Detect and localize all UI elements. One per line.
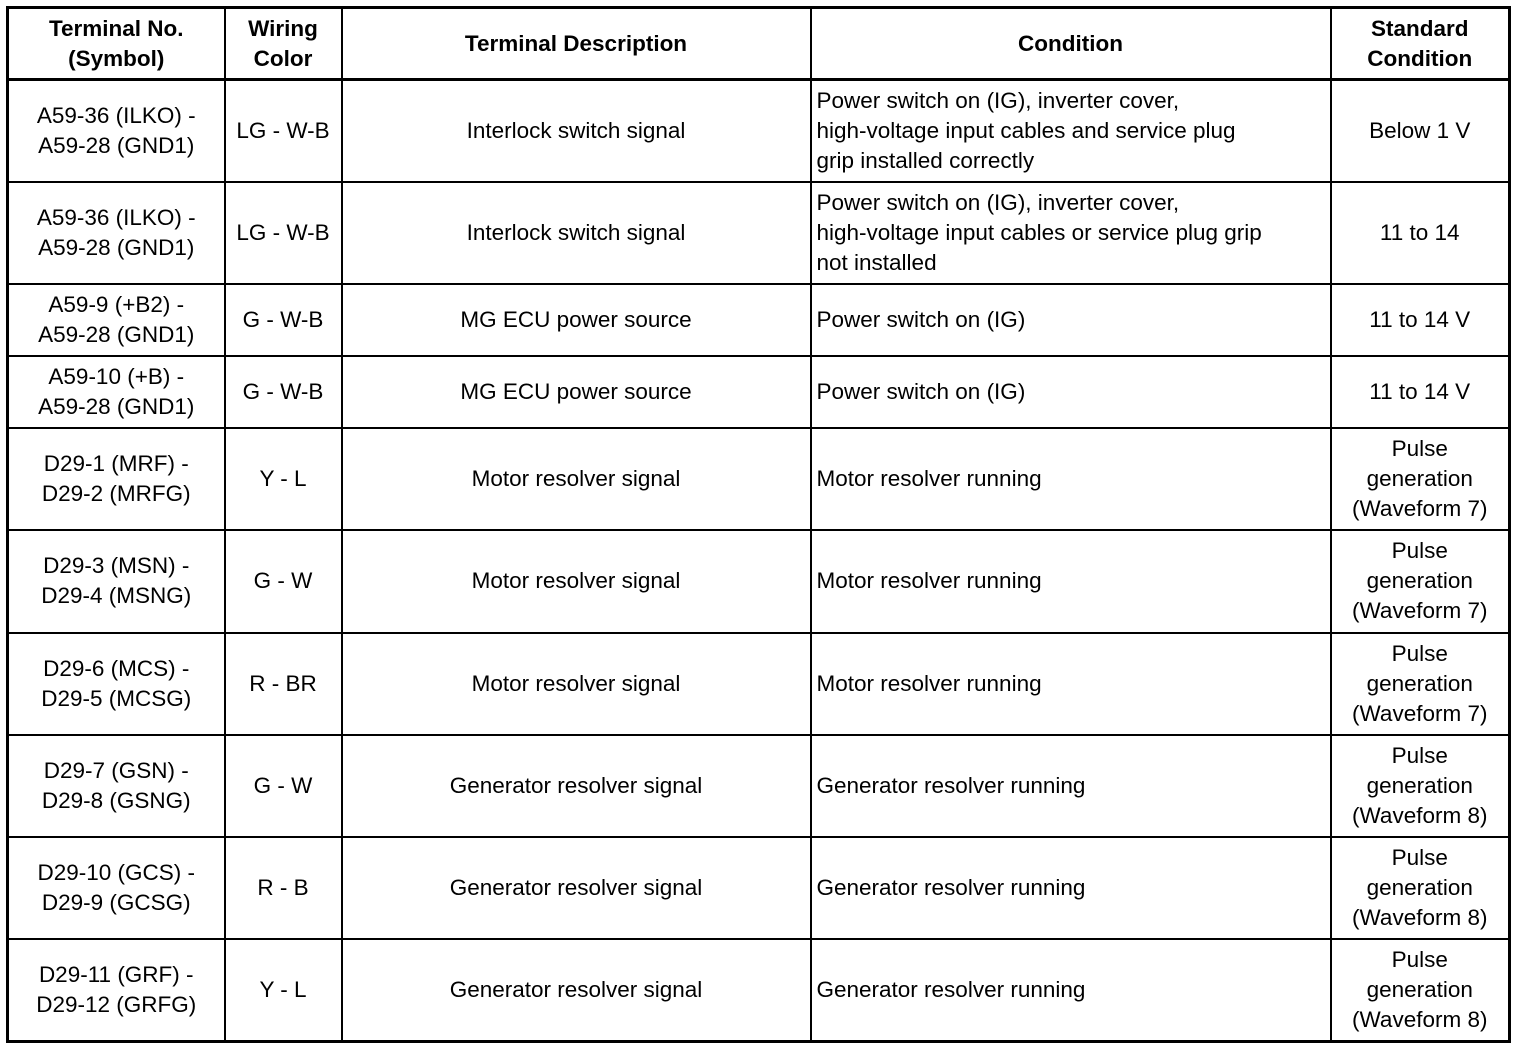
description-cell: MG ECU power source [342,284,811,356]
terminal-line: A59-28 (GND1) [38,132,195,158]
description-cell: Generator resolver signal [342,837,811,939]
standard-line: (Waveform 7) [1352,700,1488,726]
header-description: Terminal Description [342,8,811,80]
table-row [8,80,1510,182]
terminal-line: D29-6 (MCS) - [43,655,190,681]
standard-line: Pulse [1391,436,1448,462]
condition-cell [811,356,1331,428]
terminal-cell [8,182,225,284]
table-row [8,735,1510,837]
standard-line: Pulse [1391,947,1448,973]
wiring-color-cell: R - BR [225,633,342,735]
header-wiring [225,8,342,80]
terminal-line: A59-36 (ILKO) - [36,102,196,128]
table-row [8,428,1510,530]
standard-condition-cell [1331,837,1510,939]
standard-line: Pulse [1391,538,1448,564]
terminal-cell [8,837,225,939]
header-standard-line: Condition [1367,45,1473,71]
terminal-line: D29-9 (GCSG) [41,890,191,916]
standard-line: Pulse [1391,845,1448,871]
condition-line: Motor resolver running [816,670,1042,696]
description-cell: Interlock switch signal [342,80,811,182]
condition-line: grip installed correctly [816,147,1035,173]
standard-line: 11 to 14 [1379,219,1460,245]
condition-cell [811,530,1331,632]
terminal-cell [8,735,225,837]
standard-line: (Waveform 8) [1352,1007,1488,1033]
terminal-cell [8,939,225,1041]
condition-line: Power switch on (IG) [816,379,1026,405]
terminal-cell [8,530,225,632]
wiring-color-cell: G - W [225,530,342,632]
terminal-line: D29-3 (MSN) - [43,553,190,579]
standard-condition-cell [1331,182,1510,284]
terminal-line: A59-28 (GND1) [38,234,195,260]
header-condition: Condition [811,8,1331,80]
table-row [8,837,1510,939]
description-cell: Motor resolver signal [342,428,811,530]
standard-condition-cell [1331,530,1510,632]
table-row [8,633,1510,735]
terminal-cell [8,80,225,182]
condition-line: Generator resolver running [816,772,1086,798]
standard-line: generation [1366,466,1473,492]
header-wiring-line: Color [253,45,313,71]
terminal-line: A59-10 (+B) - [48,364,185,390]
terminal-line: D29-4 (MSNG) [41,583,192,609]
description-cell: MG ECU power source [342,356,811,428]
terminal-line: D29-8 (GSNG) [41,787,191,813]
condition-line: Generator resolver running [816,875,1086,901]
terminal-line: D29-12 (GRFG) [36,992,197,1018]
standard-line: Below 1 V [1369,117,1471,143]
standard-line: (Waveform 7) [1352,496,1488,522]
header-standard [1331,8,1510,80]
standard-line: generation [1366,772,1473,798]
standard-condition-cell [1331,284,1510,356]
wiring-color-cell: Y - L [225,428,342,530]
standard-condition-cell [1331,939,1510,1041]
terminal-line: D29-11 (GRF) - [38,962,194,988]
table-row [8,939,1510,1041]
standard-line: Pulse [1391,640,1448,666]
standard-condition-cell [1331,633,1510,735]
wiring-color-cell: G - W-B [225,284,342,356]
description-cell: Motor resolver signal [342,633,811,735]
table-row [8,182,1510,284]
table-header-row [8,8,1510,80]
condition-cell [811,939,1331,1041]
wiring-color-cell: G - W [225,735,342,837]
terminal-line: A59-28 (GND1) [38,394,195,420]
condition-cell [811,633,1331,735]
terminal-line: A59-9 (+B2) - [48,291,185,317]
terminal-line: D29-7 (GSN) - [43,757,189,783]
condition-line: Power switch on (IG), inverter cover, [816,87,1180,113]
condition-cell [811,182,1331,284]
table-body [8,80,1510,1042]
terminal-line: A59-28 (GND1) [38,321,195,347]
condition-line: high-voltage input cables and service plug [816,117,1236,143]
description-cell: Generator resolver signal [342,735,811,837]
table-row [8,356,1510,428]
wiring-color-cell: LG - W-B [225,182,342,284]
condition-line: Power switch on (IG) [816,306,1026,332]
header-wiring-line: Wiring [248,15,318,41]
condition-cell [811,837,1331,939]
standard-line: (Waveform 8) [1352,802,1488,828]
table-row [8,530,1510,632]
standard-line: Pulse [1391,742,1448,768]
wiring-color-cell: G - W-B [225,356,342,428]
condition-cell [811,428,1331,530]
terminal-line: D29-1 (MRF) - [43,451,189,477]
header-terminal-line: Terminal No. [48,15,184,41]
standard-line: generation [1366,875,1473,901]
standard-line: 11 to 14 V [1369,379,1471,405]
terminal-cell [8,428,225,530]
standard-line: (Waveform 8) [1352,905,1488,931]
standard-line: generation [1366,670,1473,696]
header-terminal [8,8,225,80]
standard-condition-cell [1331,428,1510,530]
terminal-line: D29-10 (GCS) - [37,860,196,886]
wiring-color-cell: Y - L [225,939,342,1041]
terminal-line: A59-36 (ILKO) - [36,204,196,230]
terminal-line: D29-2 (MRFG) [41,481,191,507]
standard-line: (Waveform 7) [1352,598,1488,624]
standard-line: 11 to 14 V [1369,306,1471,332]
wiring-color-cell: LG - W-B [225,80,342,182]
terminal-cell [8,284,225,356]
condition-line: Power switch on (IG), inverter cover, [816,189,1180,215]
condition-line: Generator resolver running [816,977,1086,1003]
condition-line: Motor resolver running [816,568,1042,594]
wiring-color-cell: R - B [225,837,342,939]
standard-condition-cell [1331,356,1510,428]
condition-cell [811,735,1331,837]
description-cell: Motor resolver signal [342,530,811,632]
description-cell: Interlock switch signal [342,182,811,284]
terminal-line: D29-5 (MCSG) [41,685,192,711]
condition-line: high-voltage input cables or service plug grip [816,219,1262,245]
standard-line: generation [1366,568,1473,594]
condition-cell [811,80,1331,182]
standard-condition-cell [1331,735,1510,837]
standard-line: generation [1366,977,1473,1003]
condition-line: not installed [816,249,937,275]
header-terminal-line: (Symbol) [68,45,165,71]
terminal-spec-table [6,6,1511,1043]
table-row [8,284,1510,356]
standard-condition-cell [1331,80,1510,182]
terminal-cell [8,356,225,428]
header-standard-line: Standard [1370,15,1469,41]
condition-cell [811,284,1331,356]
description-cell: Generator resolver signal [342,939,811,1041]
condition-line: Motor resolver running [816,466,1042,492]
terminal-cell [8,633,225,735]
